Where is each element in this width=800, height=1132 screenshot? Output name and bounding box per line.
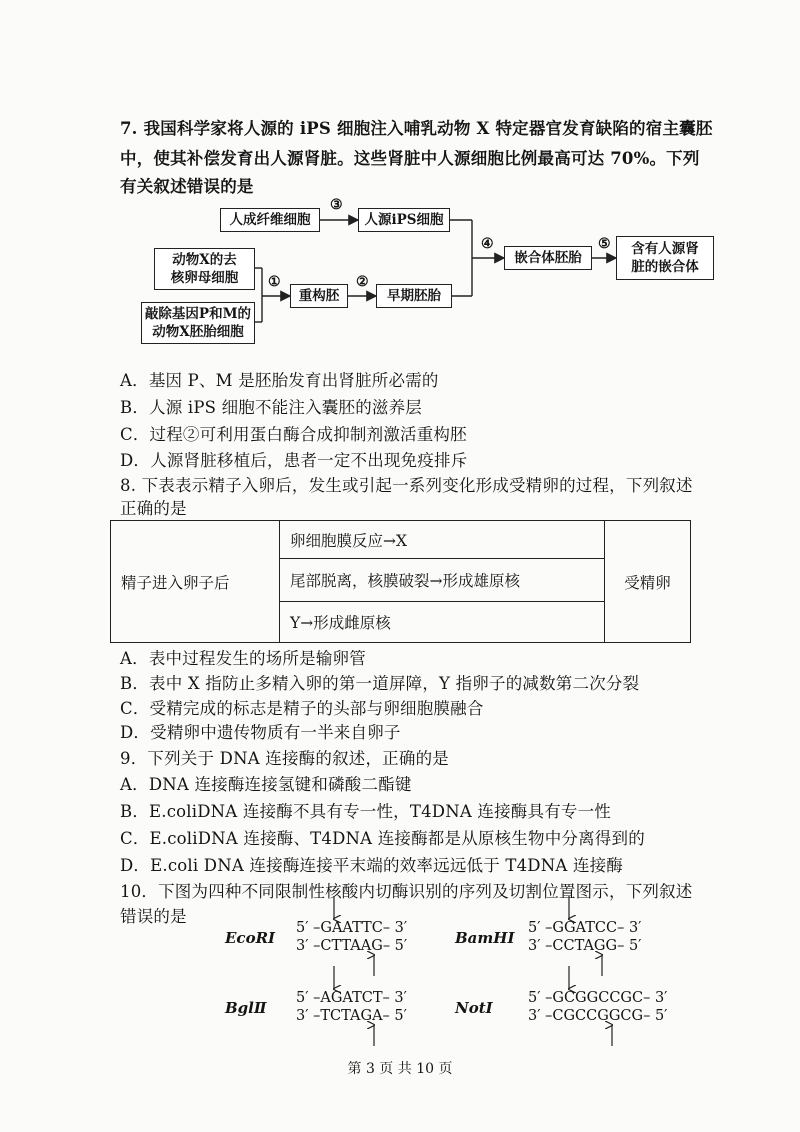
enzyme-ecori-name: EcoRⅠ — [225, 929, 276, 947]
box-result-line-1: 含有人源肾 — [631, 241, 699, 257]
q8-table-row-3: Y→形成雌原核 — [280, 602, 605, 643]
step-5-label: ⑤ — [598, 236, 611, 252]
q7-option-d: D．人源肾脏移植后，患者一定不出现免疫排斥 — [120, 451, 468, 470]
q7-option-a: A．基因 P、M 是胚胎发育出肾脏所必需的 — [120, 371, 439, 390]
enzyme-noti-name: NotⅠ — [455, 999, 493, 1017]
q9-option-a: A．DNA 连接酶连接氢键和磷酸二酯键 — [120, 775, 412, 794]
box-human-fibroblast-label: 人成纤维细胞 — [229, 212, 311, 228]
step-3-label: ③ — [330, 197, 343, 213]
enzyme-bamhi-top-strand: 5′ –GGATCC– 3′ — [528, 920, 642, 936]
step-4-label: ④ — [481, 236, 494, 252]
box-knockout-line-1: 敲除基因P和M的 — [144, 306, 252, 322]
q9-stem: 9．下列关于 DNA 连接酶的叙述，正确的是 — [120, 749, 449, 768]
q7-option-c: C．过程②可利用蛋白酶合成抑制剂激活重构胚 — [120, 425, 467, 444]
q8-table-left: 精子进入卵子后 — [111, 521, 280, 643]
q10-stem-line-1: 10．下图为四种不同限制性核酸内切酶识别的序列及切割位置图示，下列叙述 — [120, 882, 693, 901]
enzyme-bamhi-name: BamHⅠ — [455, 929, 515, 947]
q7-stem-line-1: 7. 我国科学家将人源的 iPS 细胞注入哺乳动物 X 特定器官发育缺陷的宿主囊胚 — [120, 119, 713, 138]
enzyme-ecori-top-strand: 5′ –GAATTC– 3′ — [296, 920, 408, 936]
box-early-label: 早期胚胎 — [387, 288, 441, 304]
box-reconstructed-label: 重构胚 — [298, 288, 340, 304]
page-footer: 第 3 页 共 10 页 — [347, 1061, 453, 1077]
q9-option-c: C．E.coliDNA 连接酶、T4DNA 连接酶都是从原核生物中分离得到的 — [120, 829, 645, 848]
q8-option-d: D．受精卵中遗传物质有一半来自卵子 — [120, 723, 401, 742]
q10-stem-line-2: 错误的是 — [120, 907, 187, 926]
enzyme-noti-bottom-strand: 3′ –CGCCGGCG– 5′ — [528, 1008, 668, 1024]
box-result-line-2: 脏的嵌合体 — [631, 259, 699, 275]
q8-option-b: B．表中 X 指防止多精入卵的第一道屏障，Y 指卵子的减数第二次分裂 — [120, 674, 640, 693]
box-human-ips-label: 人源iPS细胞 — [364, 212, 444, 228]
box-chimera-label: 嵌合体胚胎 — [514, 250, 582, 266]
q8-table-right: 受精卵 — [605, 521, 691, 643]
enzyme-bamhi-bottom-strand: 3′ –CCTAGG– 5′ — [528, 938, 642, 954]
q8-stem-line-1: 8. 下表表示精子入卵后，发生或引起一系列变化形成受精卵的过程，下列叙述 — [120, 476, 693, 495]
q7-stem-line-3: 有关叙述错误的是 — [120, 177, 254, 196]
box-oocyte-line-1: 动物X的去 — [172, 252, 237, 268]
enzyme-noti-top-strand: 5′ –GCGGCCGC– 3′ — [528, 990, 668, 1006]
box-knockout-line-2: 动物X胚胎细胞 — [152, 324, 244, 340]
q8-table-row-2: 尾部脱离，核膜破裂→形成雄原核 — [280, 559, 605, 602]
q7-option-b: B．人源 iPS 细胞不能注入囊胚的滋养层 — [120, 398, 422, 417]
q8-option-c: C．受精完成的标志是精子的头部与卵细胞膜融合 — [120, 699, 484, 718]
q8-option-a: A．表中过程发生的场所是输卵管 — [120, 649, 366, 668]
q9-option-b: B．E.coliDNA 连接酶不具有专一性，T4DNA 连接酶具有专一性 — [120, 802, 612, 821]
step-1-label: ① — [268, 274, 281, 290]
q7-stem-line-2: 中，使其补偿发育出人源肾脏。这些肾脏中人源细胞比例最高可达 70%。下列 — [120, 149, 700, 168]
q8-stem-line-2: 正确的是 — [120, 499, 187, 518]
step-2-label: ② — [356, 274, 369, 290]
enzyme-bglii-name: BglⅡ — [225, 999, 267, 1017]
enzyme-bglii-bottom-strand: 3′ –TCTAGA– 5′ — [296, 1008, 407, 1024]
box-oocyte-line-2: 核卵母细胞 — [170, 270, 239, 286]
q8-table-row-1: 卵细胞膜反应→X — [280, 521, 605, 559]
enzyme-ecori-bottom-strand: 3′ –CTTAAG– 5′ — [296, 938, 408, 954]
enzyme-bglii-top-strand: 5′ –AGATCT– 3′ — [296, 990, 407, 1006]
q9-option-d: D．E.coli DNA 连接酶连接平末端的效率远远低于 T4DNA 连接酶 — [120, 856, 623, 875]
